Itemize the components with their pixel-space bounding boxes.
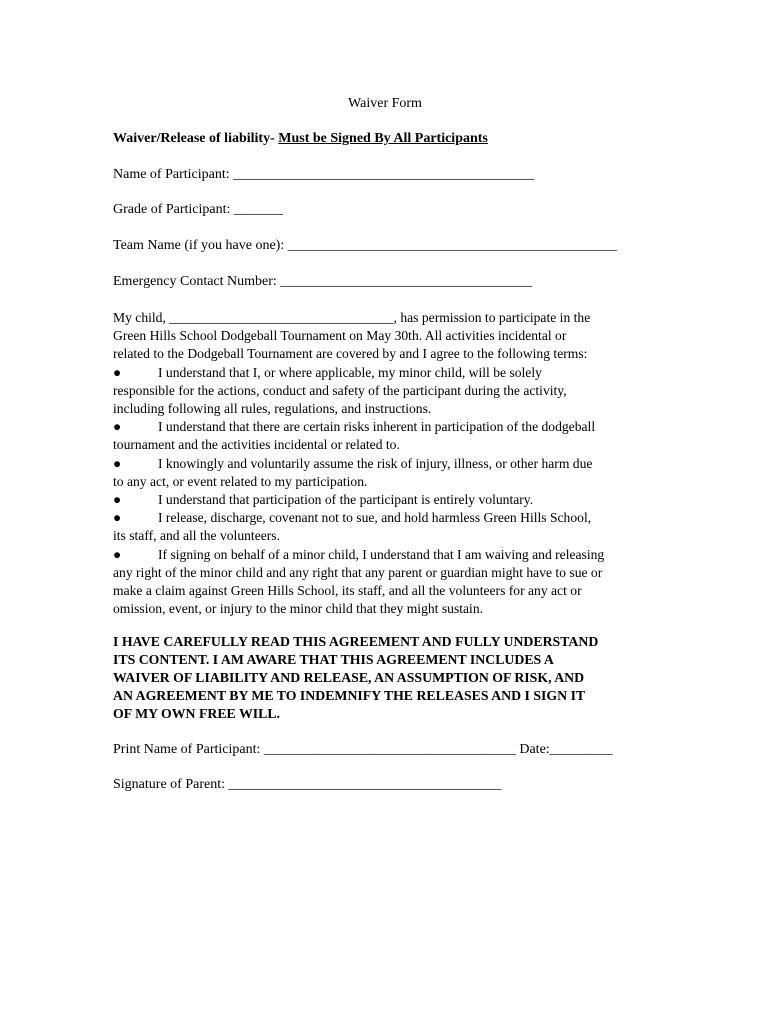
bullet-icon: ● [113, 419, 122, 435]
term-line [113, 600, 483, 618]
subtitle-prefix: Waiver/Release of liability- [113, 131, 275, 146]
term-bullet-line [113, 455, 592, 473]
bullet-icon: ● [113, 510, 122, 526]
term-text: responsible for the actions, conduct and safety of the participant during the activity, [113, 382, 567, 398]
intro-line: Green Hills School Dodgeball Tournament on May 30th. All activities incidental or [113, 328, 567, 344]
agreement-line: AN AGREEMENT BY ME TO INDEMNIFY THE RELEASES AND I SIGN IT [113, 688, 586, 703]
bullet-icon: ● [113, 492, 122, 507]
agreement-line: OF MY OWN FREE WILL. [113, 706, 280, 721]
print-name-field: Print Name of Participant: ____________________________________ Date:_________ [113, 742, 613, 757]
term-text: including following all rules, regulations, and instructions. [113, 401, 432, 416]
term-text: omission, event, or injury to the minor child that they might sustain. [113, 601, 484, 617]
term-line [113, 564, 602, 582]
term-text: I release, discharge, covenant not to sue, and hold harmless Green Hills School, [158, 510, 592, 526]
term-line [113, 436, 400, 454]
page-title: Waiver Form [348, 96, 422, 111]
emergency-contact-field: Emergency Contact Number: ____________________________________ [113, 274, 533, 289]
term-bullet-line [113, 491, 533, 509]
term-text: to any act, or event related to my participation. [113, 473, 368, 489]
term-text: If signing on behalf of a minor child, I understand that I am waiving and releasing [158, 546, 605, 562]
term-line [113, 582, 582, 600]
term-text: any right of the minor child and any right that any parent or guardian might have to sue or [113, 564, 603, 580]
agreement-line: I HAVE CAREFULLY READ THIS AGREEMENT AND FULLY UNDERSTAND [113, 634, 599, 649]
term-bullet-line [113, 546, 604, 564]
term-bullet-line [113, 418, 595, 436]
bullet-icon: ● [113, 364, 122, 380]
term-line [113, 473, 367, 491]
bullet-icon: ● [113, 546, 122, 562]
term-line [113, 382, 567, 400]
term-text: I understand that participation of the participant is entirely voluntary. [158, 492, 534, 507]
term-text: tournament and the activities incidental or related to. [113, 437, 400, 453]
participant-name-field: Name of Participant: ___________________________________________ [113, 167, 535, 182]
term-text: its staff, and all the volunteers. [113, 528, 280, 544]
subtitle [113, 130, 488, 148]
term-line [113, 527, 280, 545]
intro-line: related to the Dodgeball Tournament are covered by and I agree to the following terms: [113, 346, 588, 362]
team-name-field: Team Name (if you have one): _______________________________________________ [113, 238, 617, 253]
intro-line: My child, _________________________________, has permission to participate in the [113, 310, 591, 325]
agreement-line: WAIVER OF LIABILITY AND RELEASE, AN ASSUMPTION OF RISK, AND [113, 670, 585, 685]
grade-field: Grade of Participant: _______ [113, 202, 283, 217]
term-text: make a claim against Green Hills School, its staff, and all the volunteers for any act or [113, 583, 582, 598]
term-text: I understand that I, or where applicable, my minor child, will be solely [158, 364, 542, 380]
term-line [113, 400, 431, 418]
bullet-icon: ● [113, 455, 122, 471]
agreement-line: ITS CONTENT. I AM AWARE THAT THIS AGREEMENT INCLUDES A [113, 652, 554, 667]
term-bullet-line [113, 364, 542, 382]
subtitle-emphasis: Must be Signed By All Participants [278, 131, 488, 146]
signature-field: Signature of Parent: _______________________________________ [113, 777, 502, 792]
term-bullet-line [113, 509, 591, 527]
term-text: I understand that there are certain risks inherent in participation of the dodgeball [158, 419, 596, 435]
term-text: I knowingly and voluntarily assume the risk of injury, illness, or other harm due [158, 455, 593, 471]
